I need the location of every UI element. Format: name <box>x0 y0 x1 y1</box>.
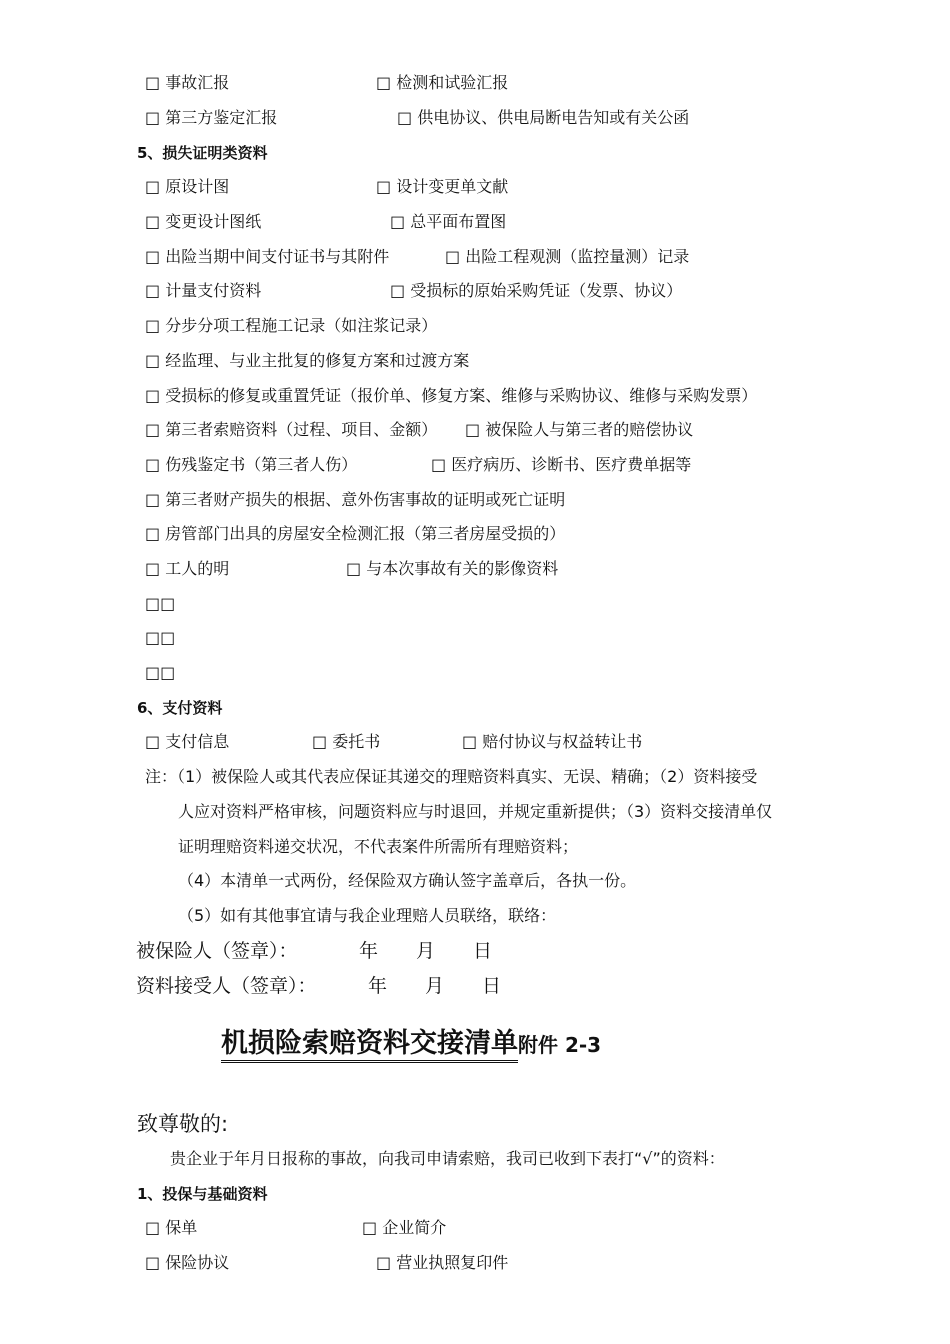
checkbox-item[interactable]: □ 赔付协议与权益转让书 <box>462 732 643 751</box>
checkbox-item[interactable]: □ 企业简介 <box>362 1218 447 1237</box>
checkbox-item[interactable]: □ 供电协议、供电局断电告知或有关公函 <box>397 108 690 127</box>
checkbox-item[interactable]: □ 房管部门出具的房屋安全检测汇报（第三者房屋受损的） <box>145 524 566 543</box>
checkbox-item[interactable]: □ 保单 <box>145 1218 198 1237</box>
checkbox-item[interactable]: □ 检测和试验汇报 <box>376 73 509 92</box>
checkbox-item[interactable]: □ 原设计图 <box>145 177 230 196</box>
note-line: 人应对资料严格审核，问题资料应与时退回，并规定重新提供；（3）资料交接清单仅 <box>178 802 773 821</box>
checkbox-item[interactable]: □ 受损标的修复或重置凭证（报价单、修复方案、维修与采购协议、维修与采购发票） <box>145 386 758 405</box>
note-line: （5）如有其他事宜请与我企业理赔人员联络，联络： <box>178 906 557 925</box>
checkbox-item[interactable]: □ 第三方鉴定汇报 <box>145 108 278 127</box>
checkbox-item[interactable]: □□ <box>145 594 176 613</box>
checkbox-item[interactable]: □ 受损标的原始采购凭证（发票、协议） <box>390 281 683 300</box>
checkbox-item[interactable]: □ 营业执照复印件 <box>376 1253 509 1272</box>
signature-label: 被保险人（签章）： <box>136 940 298 962</box>
checkbox-item[interactable]: □ 保险协议 <box>145 1253 230 1272</box>
title-suffix: 附件 2-3 <box>518 1033 602 1057</box>
checkbox-item[interactable]: □□ <box>145 628 176 647</box>
checkbox-item[interactable]: □ 变更设计图纸 <box>145 212 262 231</box>
note-line: （4）本清单一式两份，经保险双方确认签字盖章后，各执一份。 <box>178 871 637 890</box>
checkbox-item[interactable]: □ 与本次事故有关的影像资料 <box>346 559 559 578</box>
checkbox-item[interactable]: □ 第三者索赔资料（过程、项目、金额） <box>145 420 438 439</box>
checkbox-item[interactable]: □ 设计变更单文献 <box>376 177 509 196</box>
note-line: 证明理赔资料递交状况，不代表案件所需所有理赔资料； <box>178 837 579 856</box>
checkbox-item[interactable]: □ 经监理、与业主批复的修复方案和过渡方案 <box>145 351 470 370</box>
checkbox-item[interactable]: □ 出险当期中间支付证书与其附件 <box>145 247 390 266</box>
signature-date: 年 月 日 <box>368 975 502 997</box>
greeting: 致尊敬的: <box>137 1112 229 1136</box>
section-5-heading: 5、损失证明类资料 <box>137 144 268 162</box>
checkbox-item[interactable]: □ 工人的明 <box>145 559 230 578</box>
checkbox-item[interactable]: □ 医疗病历、诊断书、医疗费单据等 <box>431 455 692 474</box>
note-line: 注：（1）被保险人或其代表应保证其递交的理赔资料真实、无误、精确；（2）资料接受 <box>145 767 758 786</box>
checkbox-item[interactable]: □ 被保险人与第三者的赔偿协议 <box>465 420 694 439</box>
checkbox-item[interactable]: □□ <box>145 663 176 682</box>
checkbox-item[interactable]: □ 第三者财产损失的根据、意外伤害事故的证明或死亡证明 <box>145 490 566 509</box>
checkbox-item[interactable]: □ 总平面布置图 <box>390 212 507 231</box>
title-main: 机损险索赔资料交接清单 <box>221 1028 518 1063</box>
checkbox-item[interactable]: □ 委托书 <box>312 732 381 751</box>
checkbox-item[interactable]: □ 出险工程观测（监控量测）记录 <box>445 247 690 266</box>
checkbox-item[interactable]: □ 事故汇报 <box>145 73 230 92</box>
checkbox-item[interactable]: □ 伤残鉴定书（第三者人伤） <box>145 455 358 474</box>
section-6-heading: 6、支付资料 <box>137 699 223 717</box>
signature-date: 年 月 日 <box>359 940 493 962</box>
section-1-heading: 1、投保与基础资料 <box>137 1185 268 1203</box>
document-title <box>221 1021 601 1060</box>
signature-label: 资料接受人（签章）： <box>136 975 317 997</box>
intro-text: 贵企业于年月日报称的事故，向我司申请索赔，我司已收到下表打“√”的资料： <box>170 1149 725 1168</box>
checkbox-item[interactable]: □ 分步分项工程施工记录（如注浆记录） <box>145 316 438 335</box>
checkbox-item[interactable]: □ 支付信息 <box>145 732 230 751</box>
checkbox-item[interactable]: □ 计量支付资料 <box>145 281 262 300</box>
